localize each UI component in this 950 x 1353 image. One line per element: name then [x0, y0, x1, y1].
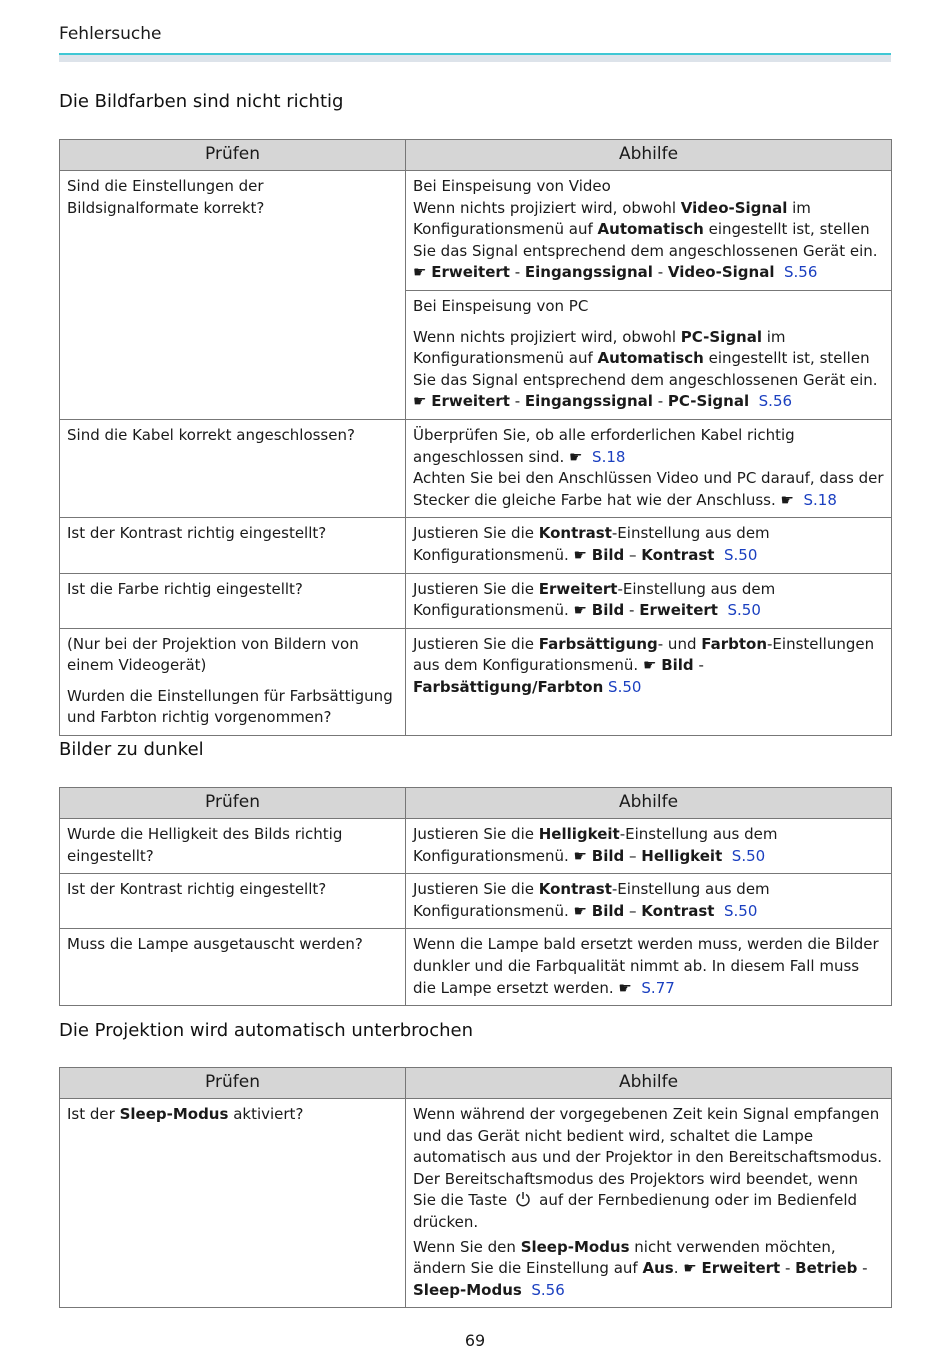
- menu-item: Sleep-Modus: [520, 1237, 630, 1256]
- remedy-heading: Bei Einspeisung von Video: [413, 177, 611, 195]
- menu-path: Video-Signal: [667, 263, 775, 282]
- page-link[interactable]: S.50: [723, 545, 758, 564]
- hand-pointer-icon: ☛: [642, 656, 657, 675]
- menu-value: Aus: [642, 1259, 674, 1278]
- text: Wenn Sie den: [413, 1237, 521, 1256]
- remedy-heading: Bei Einspeisung von PC: [413, 296, 589, 315]
- menu-item: Farbton: [701, 634, 768, 653]
- text: -Einstellung aus dem Konfigurationsmenü.: [413, 524, 770, 564]
- menu-path: Kontrast: [641, 545, 715, 564]
- separator: -: [624, 601, 640, 620]
- menu-path: Bild: [591, 901, 625, 920]
- menu-path: Kontrast: [641, 901, 715, 920]
- remedy-cell: [406, 573, 892, 628]
- power-icon: [515, 1191, 531, 1207]
- separator: -: [509, 392, 525, 411]
- remedy-cell: [406, 419, 892, 517]
- check-cell: Sind die Kabel korrekt angeschlossen?: [60, 419, 406, 517]
- text: Wenn die Lampe bald ersetzt werden muss, werden die Bilder dunkler und die Farbqualität nimmt ab. In diesem Fall muss die Lampe ersetzt werden.: [413, 935, 879, 997]
- separator: /: [532, 677, 538, 696]
- section-title-interrupt: Die Projektion wird automatisch unterbrochen: [59, 1020, 473, 1041]
- running-header: Fehlersuche: [59, 24, 162, 44]
- check-cell: Sind die Einstellungen der Bildsignalformate korrekt?: [60, 171, 406, 420]
- menu-path: Bild: [591, 545, 625, 564]
- section-title-colors: Die Bildfarben sind nicht richtig: [59, 91, 344, 112]
- hand-pointer-icon: ☛: [569, 447, 583, 466]
- page-number: 69: [464, 1331, 486, 1350]
- section-title-dark: Bilder zu dunkel: [59, 739, 204, 760]
- col-header-remedy: Abhilfe: [406, 140, 892, 171]
- menu-item: Sleep-Modus: [119, 1105, 229, 1123]
- menu-path: PC-Signal: [667, 392, 750, 411]
- col-header-remedy: Abhilfe: [406, 788, 892, 819]
- text: -Einstellung aus dem Konfigurationsmenü.: [413, 579, 776, 620]
- text: Wenn nichts projiziert wird, obwohl: [413, 327, 681, 346]
- menu-item: Farbsättigung: [538, 634, 658, 653]
- text: -Einstellung aus dem Konfigurationsmenü.: [413, 880, 770, 920]
- text: Justieren Sie die: [413, 579, 539, 598]
- hand-pointer-icon: ☛: [413, 263, 427, 282]
- menu-path: Erweitert: [639, 601, 718, 620]
- text: aktiviert?: [228, 1105, 304, 1123]
- hand-pointer-icon: ☛: [618, 978, 632, 997]
- separator: -: [652, 263, 668, 282]
- menu-value: Automatisch: [597, 349, 704, 368]
- col-header-check: Prüfen: [60, 788, 406, 819]
- page-link[interactable]: S.56: [531, 1280, 565, 1299]
- menu-path: Erweitert: [431, 392, 510, 411]
- text: eingestellt ist, stellen Sie das Signal entsprechend dem angeschlossenen Gerät ein.: [413, 220, 878, 260]
- page-link[interactable]: S.50: [608, 677, 642, 696]
- menu-path: Betrieb: [795, 1259, 858, 1278]
- text: -Einstellungen aus dem Konfigurationsmenü.: [413, 634, 875, 675]
- remedy-cell: [406, 1099, 892, 1308]
- menu-path: Helligkeit: [641, 846, 723, 865]
- check-text: Wurden die Einstellungen für Farbsättigung und Farbton richtig vorgenommen?: [67, 686, 393, 727]
- check-cell: Wurde die Helligkeit des Bilds richtig eingestellt?: [60, 819, 406, 874]
- separator: –: [624, 846, 642, 865]
- header-bar: [59, 53, 891, 62]
- remedy-text: [413, 1104, 884, 1234]
- check-note: (Nur bei der Projektion von Bildern von einem Videogerät): [67, 634, 359, 675]
- text: Überprüfen Sie, ob alle erforderlichen Kabel richtig angeschlossen sind.: [413, 425, 795, 466]
- text: -Einstellung aus dem Konfigurationsmenü.: [413, 825, 778, 865]
- hand-pointer-icon: ☛: [780, 490, 794, 509]
- text: im Konfigurationsmenü auf: [413, 198, 811, 239]
- table-row: [60, 573, 892, 628]
- menu-item: PC-Signal: [680, 327, 762, 346]
- separator: -: [780, 1259, 796, 1278]
- text: im Konfigurationsmenü auf: [413, 327, 786, 368]
- table-row: [60, 171, 892, 291]
- menu-path: Eingangssignal: [524, 392, 653, 411]
- check-cell: Muss die Lampe ausgetauscht werden?: [60, 929, 406, 1006]
- menu-path: Farbton: [537, 677, 604, 696]
- hand-pointer-icon: ☛: [573, 901, 587, 920]
- text: eingestellt ist, stellen Sie das Signal entsprechend dem angeschlossenen Gerät ein.: [413, 349, 878, 389]
- remedy-cell: [406, 628, 892, 735]
- menu-path: Erweitert: [431, 263, 510, 282]
- col-header-remedy: Abhilfe: [406, 1068, 892, 1099]
- text: .: [673, 1259, 684, 1278]
- hand-pointer-icon: ☛: [573, 545, 587, 564]
- check-cell: Ist der Kontrast richtig eingestellt?: [60, 874, 406, 929]
- table-colors: [59, 139, 892, 736]
- table-row: [60, 929, 892, 1006]
- separator: -: [857, 1259, 868, 1278]
- text: Wenn nichts projiziert wird, obwohl: [413, 198, 681, 217]
- separator: –: [624, 545, 642, 564]
- menu-path: Bild: [591, 846, 625, 865]
- text: Justieren Sie die: [413, 825, 539, 843]
- text: nicht verwenden möchten, ändern Sie die Einstellung auf: [413, 1237, 836, 1278]
- menu-path: Bild: [661, 656, 694, 675]
- page-link[interactable]: S.50: [731, 846, 766, 865]
- text: Justieren Sie die: [413, 524, 539, 543]
- check-cell: Ist die Farbe richtig eingestellt?: [60, 573, 406, 628]
- menu-value: Automatisch: [597, 220, 704, 239]
- hand-pointer-icon: ☛: [573, 601, 587, 620]
- remedy-cell: [406, 929, 892, 1006]
- hand-pointer-icon: ☛: [573, 846, 587, 865]
- menu-path: Bild: [591, 601, 625, 620]
- table-row: [60, 628, 892, 735]
- table-interrupt: [59, 1067, 892, 1308]
- page-link[interactable]: S.50: [727, 601, 761, 620]
- remedy-cell: [406, 819, 892, 874]
- text: Justieren Sie die: [413, 634, 539, 653]
- col-header-check: Prüfen: [60, 1068, 406, 1099]
- menu-path: Erweitert: [701, 1259, 781, 1278]
- remedy-cell: [406, 874, 892, 929]
- menu-item: Helligkeit: [538, 825, 620, 843]
- menu-item: Video-Signal: [680, 198, 788, 217]
- check-cell: [60, 628, 406, 735]
- page-link[interactable]: S.50: [723, 901, 758, 920]
- hand-pointer-icon: ☛: [683, 1259, 697, 1278]
- separator: –: [624, 901, 642, 920]
- separator: -: [509, 263, 525, 282]
- text: Justieren Sie die: [413, 880, 539, 899]
- menu-item: Kontrast: [538, 880, 612, 899]
- page-link[interactable]: S.18: [592, 447, 626, 466]
- text: Ist der: [67, 1105, 120, 1123]
- check-cell: [60, 1099, 406, 1308]
- page-link[interactable]: S.56: [758, 392, 793, 411]
- menu-item: Erweitert: [538, 579, 618, 598]
- menu-item: Kontrast: [538, 524, 612, 543]
- hand-pointer-icon: ☛: [413, 392, 427, 411]
- text: - und: [657, 634, 702, 653]
- check-cell: Ist der Kontrast richtig eingestellt?: [60, 518, 406, 573]
- menu-path: Farbsättigung: [413, 677, 532, 696]
- page-link[interactable]: S.56: [784, 263, 818, 282]
- remedy-text: [413, 1237, 884, 1302]
- col-header-check: Prüfen: [60, 140, 406, 171]
- table-row: [60, 874, 892, 929]
- page-link[interactable]: S.18: [803, 490, 837, 509]
- remedy-cell: [406, 518, 892, 573]
- page-link[interactable]: S.77: [641, 978, 675, 997]
- table-row: [60, 1099, 892, 1308]
- separator: -: [693, 656, 704, 675]
- table-dark: [59, 787, 892, 1006]
- separator: -: [652, 392, 668, 411]
- menu-path: Eingangssignal: [524, 263, 653, 282]
- remedy-cell: [406, 171, 892, 291]
- text: Wenn während der vorgegebenen Zeit kein Signal empfangen und das Gerät nicht bedient wird, schaltet die Lampe automatisch aus und der Projektor in den Bereitschaftsmodus. Der Bereitschaftsmodus des Projektors wird beendet, wenn Sie die Taste: [413, 1105, 883, 1210]
- menu-path: Sleep-Modus: [413, 1280, 522, 1299]
- remedy-cell: [406, 290, 892, 419]
- table-row: [60, 819, 892, 874]
- remedy-text: [413, 327, 884, 413]
- text: auf der Fernbedienung oder im Bedienfeld drücken.: [413, 1191, 858, 1231]
- table-row: [60, 419, 892, 517]
- text: Achten Sie bei den Anschlüssen Video und PC darauf, dass der Stecker die gleiche Farbe hat wie der Anschluss.: [413, 469, 884, 509]
- table-row: [60, 518, 892, 573]
